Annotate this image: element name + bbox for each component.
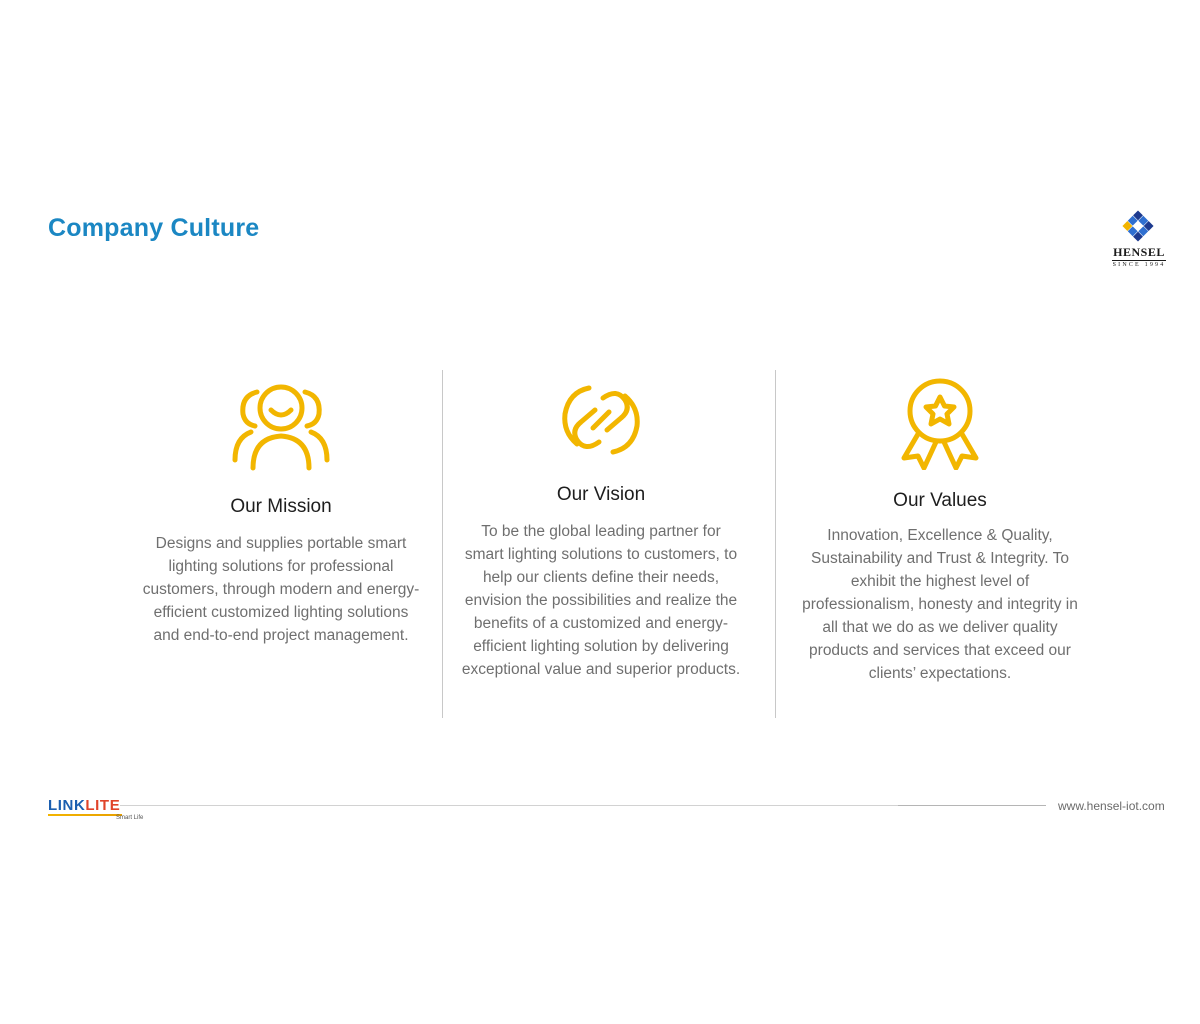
values-line: Innovation, Excellence & Quality, [827, 527, 1053, 544]
linklite-wordmark [48, 798, 120, 814]
values-line: products and services that exceed our [809, 642, 1071, 659]
mission-line: and end-to-end project management. [153, 627, 409, 644]
values-column [790, 378, 1090, 698]
values-line: all that we do as we deliver quality [822, 619, 1058, 636]
footer-rule-accent [898, 805, 1046, 806]
mission-line: Designs and supplies portable smart [155, 535, 407, 552]
hensel-logo [1108, 208, 1170, 272]
vision-line: envision the possibilities and realize the [464, 592, 738, 609]
hensel-diamond-icon [1120, 208, 1156, 244]
vision-title: Our Vision [556, 484, 646, 505]
column-divider [775, 370, 776, 718]
vision-line: smart lighting solutions to customers, to [464, 546, 738, 563]
values-line: professionalism, honesty and integrity in [802, 596, 1078, 613]
vision-line: efficient lighting solution by delivering [473, 638, 729, 655]
mission-title: Our Mission [230, 496, 332, 517]
hensel-logo-tagline: SINCE 1994 [1112, 262, 1166, 268]
linklite-tagline: Smart Life [116, 815, 144, 821]
mission-line: efficient customized lighting solutions [153, 604, 409, 621]
column-divider [442, 370, 443, 718]
mission-body [132, 532, 430, 647]
vision-line: benefits of a customized and energy- [473, 615, 729, 632]
vision-line: To be the global leading partner for [481, 523, 721, 540]
link-icon [559, 378, 643, 462]
people-icon [231, 380, 331, 472]
award-ribbon-icon [900, 378, 980, 470]
vision-line: exceptional value and superior products. [461, 661, 741, 678]
hensel-logo-name: HENSEL [1113, 245, 1165, 259]
linklite-logo [48, 798, 148, 824]
linklite-word-link: LINK [48, 797, 86, 814]
values-line: clients’ expectations. [868, 665, 1012, 682]
values-body [790, 524, 1090, 685]
vision-line: help our clients define their needs, [482, 569, 720, 586]
vision-body [452, 520, 750, 681]
mission-column [132, 380, 430, 680]
website-url: www.hensel-iot.com [1058, 799, 1165, 813]
mission-line: customers, through modern and energy- [142, 581, 420, 598]
page-title: Company Culture [48, 214, 260, 242]
mission-line: lighting solutions for professional [168, 558, 394, 575]
values-line: Sustainability and Trust & Integrity. To [811, 550, 1069, 567]
vision-column [452, 378, 750, 698]
linklite-underline [48, 814, 122, 816]
values-title: Our Values [893, 490, 987, 511]
values-line: exhibit the highest level of [850, 573, 1030, 590]
linklite-word-lite: LITE [85, 797, 121, 814]
